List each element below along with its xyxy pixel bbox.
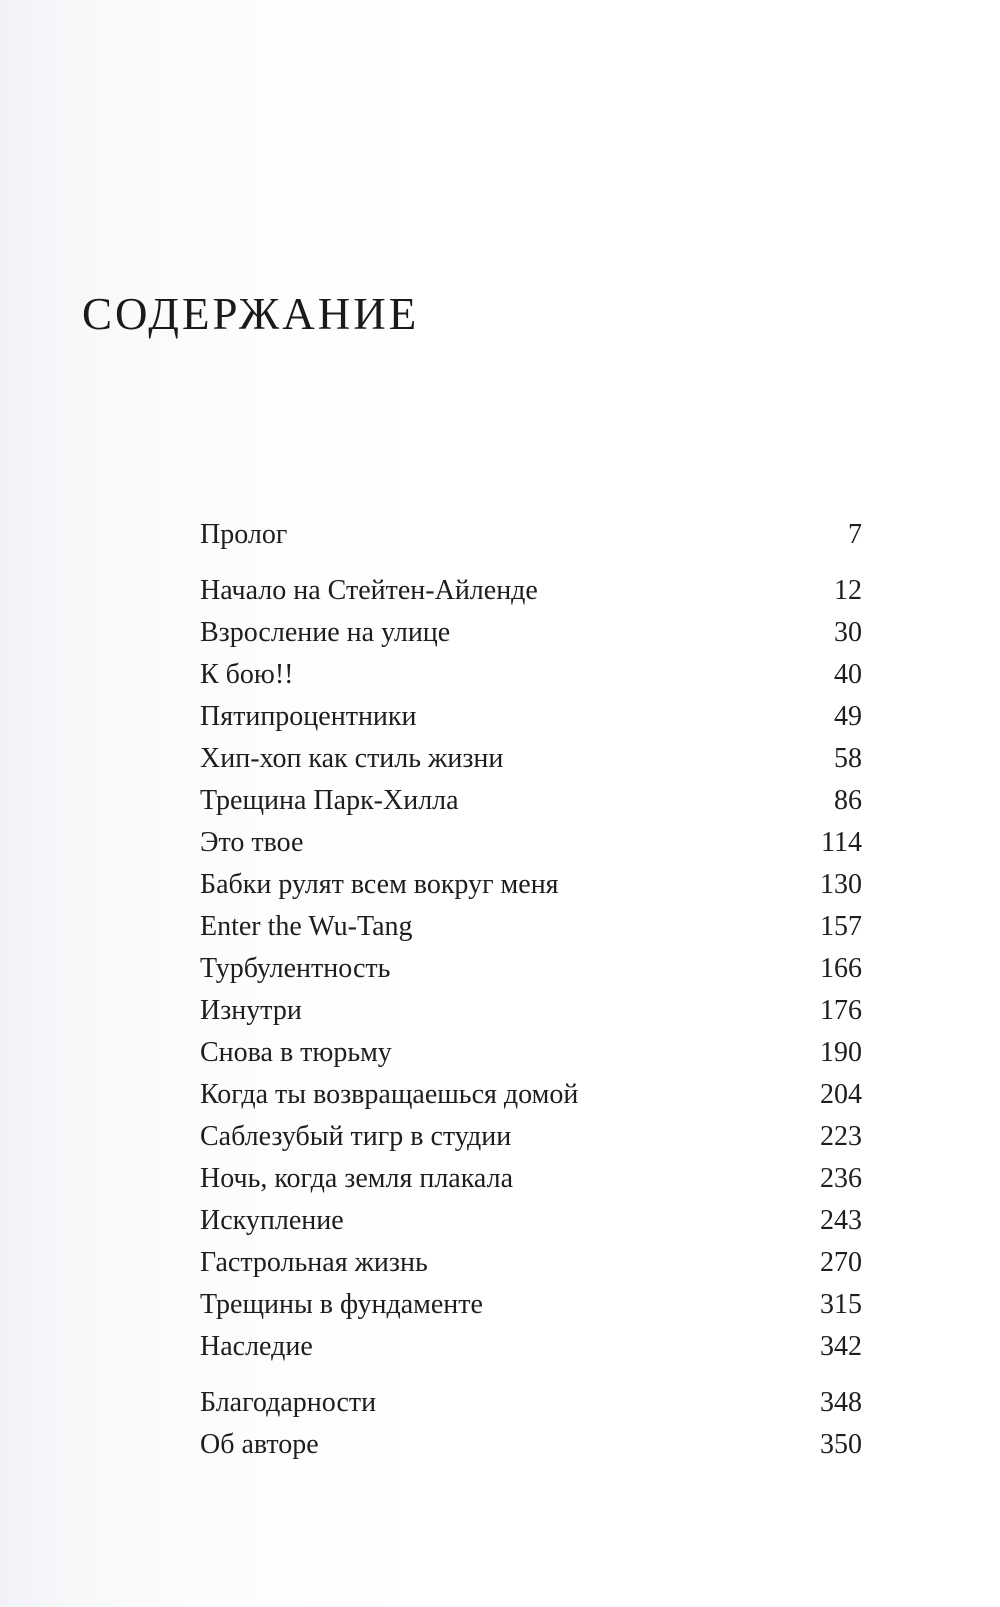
toc-entry-title: Начало на Стейтен-Айленде [200, 575, 538, 606]
toc-entry-title: Снова в тюрьму [200, 1037, 392, 1068]
toc-entry-page-number: 130 [820, 869, 862, 900]
toc-entry-title: Наследие [200, 1331, 313, 1362]
toc-entry-page-number: 86 [834, 785, 862, 816]
toc-entry-page-number: 270 [820, 1247, 862, 1278]
toc-entry-page-number: 348 [820, 1387, 862, 1418]
toc-entry [200, 780, 862, 822]
toc-entry-title: Хип-хоп как стиль жизни [200, 743, 504, 774]
toc-entry-title: Саблезубый тигр в студии [200, 1121, 512, 1152]
toc-entry-page-number: 204 [820, 1079, 862, 1110]
toc-entry-title: Ночь, когда земля плакала [200, 1163, 513, 1194]
toc-entry-title: Взросление на улице [200, 617, 451, 648]
page-title: СОДЕРЖАНИЕ [82, 289, 420, 339]
toc-entry [200, 738, 862, 780]
toc-entry-page-number: 166 [820, 953, 862, 984]
toc-entry-title: К бою!! [200, 659, 294, 690]
toc-entry [200, 1200, 862, 1242]
toc-entry [200, 906, 862, 948]
toc-entry-title: Искупление [200, 1205, 344, 1236]
toc-entry-title: Пролог [200, 519, 288, 550]
toc-entry-title: Трещины в фундаменте [200, 1289, 483, 1320]
toc-entry [200, 514, 862, 556]
toc-entry [200, 1116, 862, 1158]
toc-entry-title: Благодарности [200, 1387, 377, 1418]
toc-entry-page-number: 236 [820, 1163, 862, 1194]
toc-entry-title: Это твое [200, 827, 304, 858]
table-of-contents [200, 514, 862, 1466]
toc-entry [200, 696, 862, 738]
toc-entry-page-number: 315 [820, 1289, 862, 1320]
toc-entry [200, 990, 862, 1032]
toc-entry-title: Бабки рулят всем вокруг меня [200, 869, 559, 900]
toc-entry-page-number: 7 [848, 519, 862, 550]
toc-entry [200, 654, 862, 696]
toc-entry-title: Когда ты возвращаешься домой [200, 1079, 579, 1110]
toc-entry-title: Об авторе [200, 1429, 319, 1460]
toc-entry-page-number: 40 [834, 659, 862, 690]
toc-entry-page-number: 243 [820, 1205, 862, 1236]
toc-entry-page-number: 190 [820, 1037, 862, 1068]
toc-entry-title: Пятипроцентники [200, 701, 417, 732]
toc-entry-page-number: 30 [834, 617, 862, 648]
toc-entry [200, 1242, 862, 1284]
toc-entry [200, 570, 862, 612]
toc-entry-page-number: 58 [834, 743, 862, 774]
toc-entry [200, 822, 862, 864]
toc-entry [200, 1158, 862, 1200]
toc-group [200, 570, 862, 1368]
toc-entry-title: Enter the Wu-Tang [200, 911, 413, 942]
toc-entry-page-number: 49 [834, 701, 862, 732]
toc-entry-page-number: 114 [821, 827, 862, 858]
toc-entry [200, 864, 862, 906]
toc-entry [200, 1424, 862, 1466]
toc-entry [200, 1074, 862, 1116]
toc-entry-page-number: 223 [820, 1121, 862, 1152]
toc-entry-page-number: 350 [820, 1429, 862, 1460]
toc-entry-page-number: 157 [820, 911, 862, 942]
toc-entry-title: Турбулентность [200, 953, 391, 984]
toc-group [200, 514, 862, 556]
toc-entry-page-number: 12 [834, 575, 862, 606]
toc-entry [200, 1284, 862, 1326]
toc-entry [200, 612, 862, 654]
toc-group [200, 1382, 862, 1466]
toc-entry [200, 948, 862, 990]
toc-entry-title: Гастрольная жизнь [200, 1247, 428, 1278]
toc-entry-title: Трещина Парк-Хилла [200, 785, 459, 816]
toc-entry [200, 1382, 862, 1424]
toc-entry-page-number: 342 [820, 1331, 862, 1362]
toc-entry-page-number: 176 [820, 995, 862, 1026]
toc-entry-title: Изнутри [200, 995, 302, 1026]
toc-entry [200, 1326, 862, 1368]
toc-entry [200, 1032, 862, 1074]
